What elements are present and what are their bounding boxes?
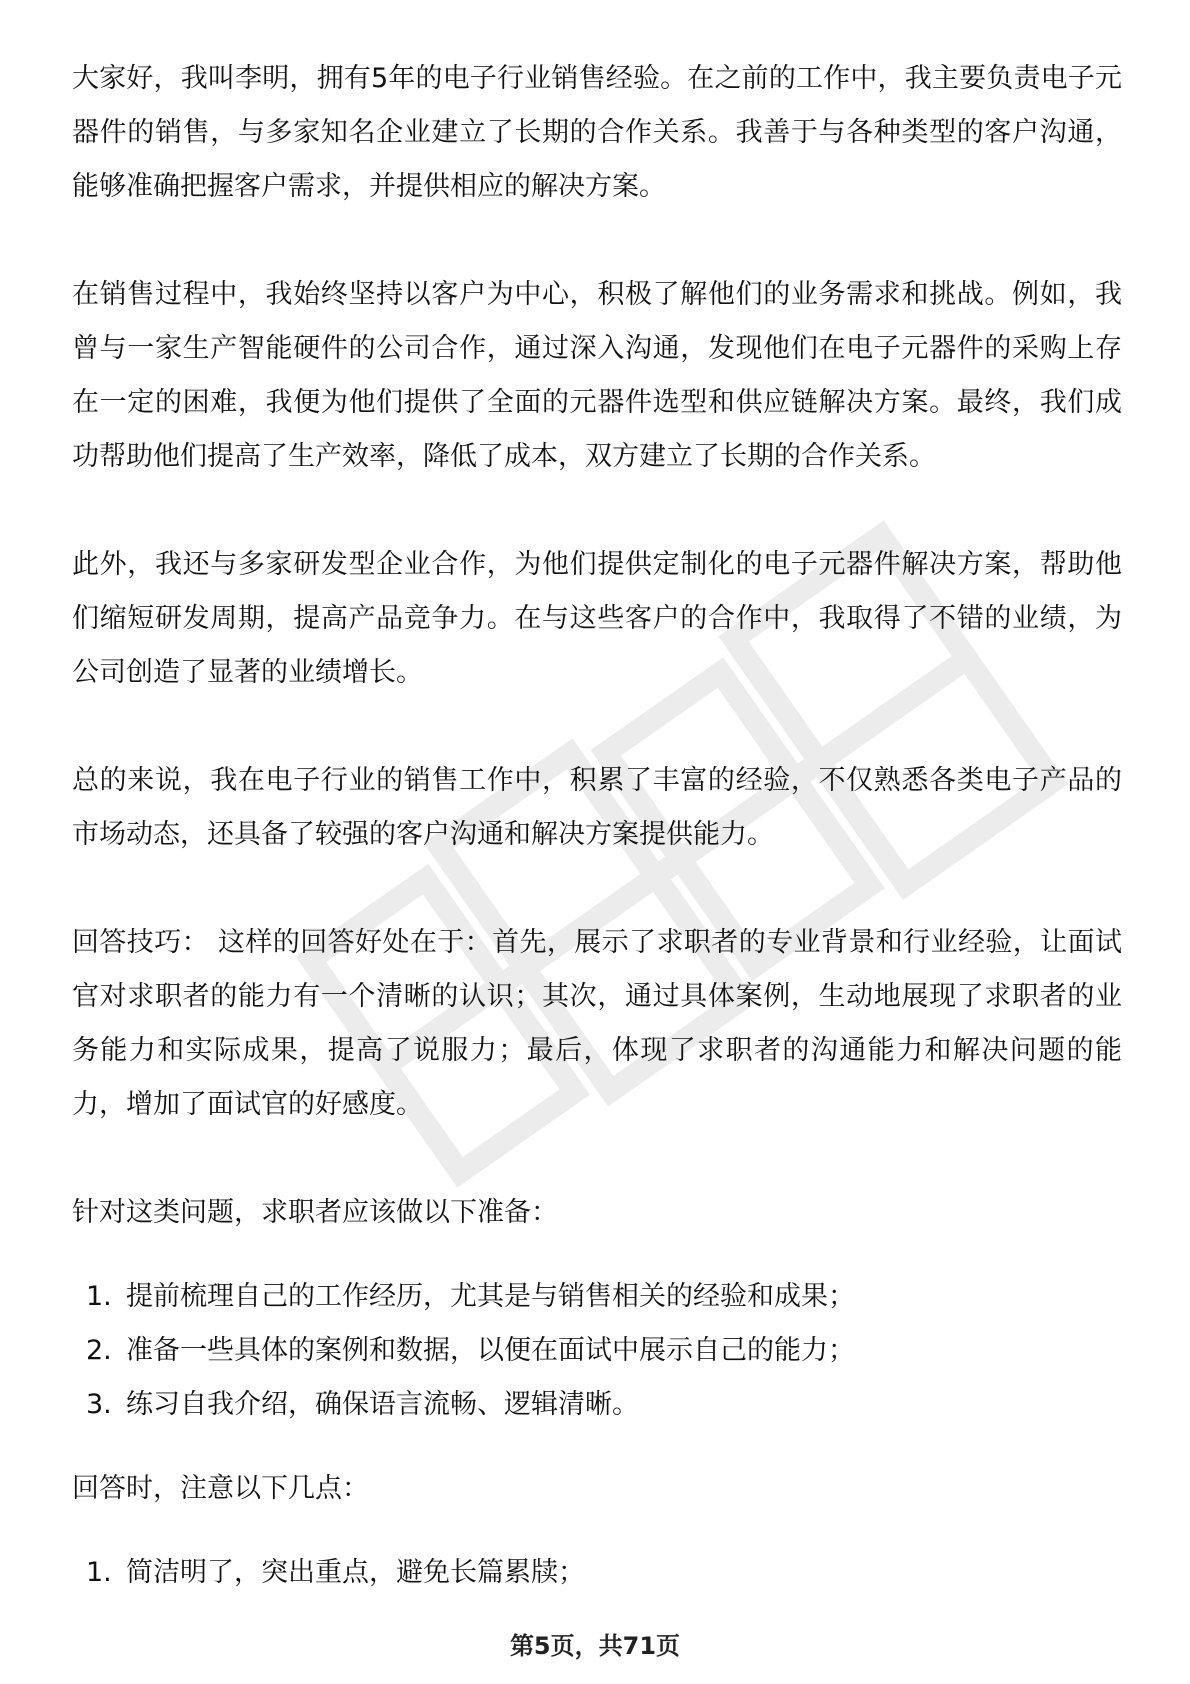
list-item-text: 提前梳理自己的工作经历，尤其是与销售相关的经验和成果； xyxy=(126,1281,855,1312)
page-number: 第5页，共71页 xyxy=(509,1632,681,1660)
list-item xyxy=(72,1378,1122,1432)
list-item-number: 3. xyxy=(86,1389,112,1420)
list-item-number: 1. xyxy=(86,1557,112,1588)
list-item xyxy=(72,1324,1122,1378)
paragraph-rd-cooperation: 此外，我还与多家研发型企业合作，为他们提供定制化的电子元器件解决方案，帮助他们缩短研发周期，提高产品竞争力。在与这些客户的合作中，我取得了不错的业绩，为公司创造了显著的业绩增长。 xyxy=(72,549,1122,688)
list-item-text: 练习自我介绍，确保语言流畅、逻辑清晰。 xyxy=(126,1389,639,1420)
paragraph-answer-tips: 回答技巧： 这样的回答好处在于：首先，展示了求职者的专业背景和行业经验，让面试官对求职者的能力有一个清晰的认识；其次，通过具体案例，生动地展现了求职者的业务能力和实际成果，提高了说服力；最后，体现了求职者的沟通能力和解决问题的能力，增加了面试官的好感度。 xyxy=(72,927,1122,1120)
notes-list xyxy=(72,1546,1122,1600)
notes-heading: 回答时，注意以下几点： xyxy=(72,1473,369,1504)
list-item-text: 准备一些具体的案例和数据，以便在面试中展示自己的能力； xyxy=(126,1335,855,1366)
paragraph-intro: 大家好，我叫李明，拥有5年的电子行业销售经验。在之前的工作中，我主要负责电子元器件的销售，与多家知名企业建立了长期的合作关系。我善于与各种类型的客户沟通，能够准确把握客户需求，并提供相应的解决方案。 xyxy=(72,63,1122,202)
page-content xyxy=(72,52,1122,1630)
list-item-number: 1. xyxy=(86,1281,112,1312)
list-item-text: 简洁明了，突出重点，避免长篇累牍； xyxy=(126,1557,585,1588)
list-item xyxy=(72,1546,1122,1600)
list-item xyxy=(72,1270,1122,1324)
prep-heading: 针对这类问题，求职者应该做以下准备： xyxy=(72,1197,558,1228)
prep-list xyxy=(72,1270,1122,1432)
paragraph-summary: 总的来说，我在电子行业的销售工作中，积累了丰富的经验，不仅熟悉各类电子产品的市场动态，还具备了较强的客户沟通和解决方案提供能力。 xyxy=(72,765,1122,850)
list-item-number: 2. xyxy=(86,1335,112,1366)
paragraph-sales-process: 在销售过程中，我始终坚持以客户为中心，积极了解他们的业务需求和挑战。例如，我曾与一家生产智能硬件的公司合作，通过深入沟通，发现他们在电子元器件的采购上存在一定的困难，我便为他们提供了全面的元器件选型和供应链解决方案。最终，我们成功帮助他们提高了生产效率，降低了成本，双方建立了长期的合作关系。 xyxy=(72,279,1122,472)
